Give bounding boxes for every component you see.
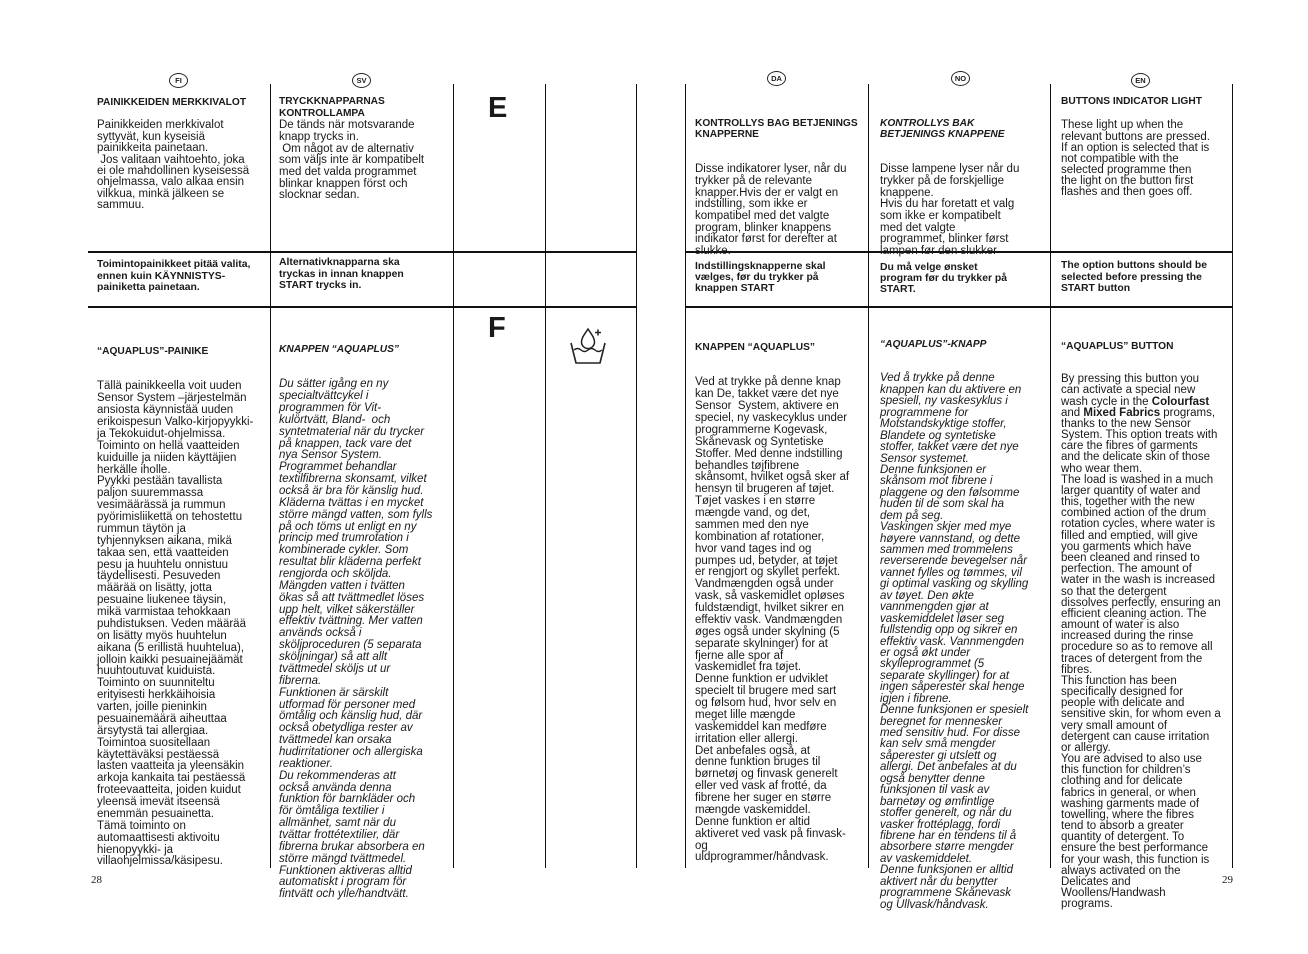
fi-aquaplus-text: Tällä painikkeella voit uuden Sensor System –järjestelmän ansiosta käynnistää uuden erikoispesun Valko-kirjopyykki- ja Tekokuidut-ohjelmissa. Toiminto on hellä vaatteiden kuiduille ja niiden käyttäjien herkälle iholle. Pyykki pestään tavallista paljon suuremmassa vesimäärässä ja rummun pyörimisliikettä on tehostettu rummun täytön ja tyhjennyksen aikana, mikä takaa sen, että vaatteiden pesu ja huuhtelu onnistuu täydellisesti. Pesuveden määrää on lisätty, jotta pesuaine liukenee täysin, mikä varmistaa tehokkaan puhdistuksen. Veden määrää on lisätty myös huuhtelun aikana (5 erillistä huuhtelua), jolloin kaikki pesuainejäämät huuhtoutuvat kuiduista. Toiminto on suunniteltu erityisesti herkkäihoisia varten, joille pieninkin pesuainemäärä aiheuttaa ärsytystä tai allergiaa. Toimintoa suositellaan käytettäväksi pestäessä lasten vaatteita ja yleensäkin arkoja kankaita tai pestäessä froteevaatteita, joiden kuidut yleensä imevät itseensä enemmän pesuainetta. Tämä toiminto on automaattisesti aktivoitu hienopyykki- ja villaohjelmissa/käsipesu. — [97, 380, 254, 868]
en-option-buttons-note: The option buttons should be selected before pressing the START button — [1061, 260, 1208, 295]
fi-aquaplus-section — [97, 322, 253, 892]
no-indicator-lights-text: Disse lampene lyser når du trykker på de forskjellige knappene. Hvis du har foretatt et valg som ikke er kompatibelt med det valgte programmet, blinker først lampen før den slukker — [880, 163, 1020, 257]
section-label-f: F — [488, 312, 506, 344]
fi-aquaplus-heading: “AQUAPLUS”-PAINIKE — [97, 345, 209, 357]
basin-outline — [571, 343, 605, 363]
fi-indicator-lights-heading: PAINIKKEIDEN MERKKIVALOT — [97, 96, 247, 108]
language-badge-da: DA — [767, 71, 786, 86]
language-badge-fi: FI — [169, 73, 188, 88]
column-divider — [270, 84, 271, 868]
column-divider — [453, 84, 454, 868]
row-divider — [88, 251, 637, 253]
fi-indicator-lights-text: Painikkeiden merkkivalot syttyvät, kun kyseisiä painikkeita painetaan. Jos valitaan vaihtoehto, joka ei ole mahdollinen kyseisessä ohjelmassa, valo alkaa ensin vilkkua, minkä jälkeen se sammuu. — [97, 119, 250, 212]
column-divider — [636, 84, 637, 868]
aquaplus-basin-icon — [568, 326, 608, 366]
sv-option-buttons-note: Alternativknapparna ska tryckas in innan knappen START trycks in. — [279, 257, 404, 292]
column-divider — [545, 84, 546, 868]
da-aquaplus-section — [695, 318, 849, 888]
plus-sign — [595, 330, 601, 336]
column-divider — [1232, 84, 1233, 868]
column-divider — [1050, 84, 1051, 868]
row-divider — [685, 306, 1233, 308]
no-indicator-lights-section — [880, 94, 1019, 281]
sv-aquaplus-text: Du sätter igång en ny specialtvättcykel i programmen för Vit- kulörtvätt, Bland- och syntetmaterial när du trycker på knappen, tack vare det nya Sensor System. Programmet behandlar textilfibrerna skonsamt, vilket också är bra för känslig hud. Kläderna tvättas i en mycket större mängd vatten, som fylls på och töms ut enligt en ny princip med trumrotation i kombinerade cykler. Som resultat blir kläderna perfekt rengjorda och sköljda. Mängden vatten i tvätten ökas så att tvättmedlet löses upp helt, vilket säkerställer effektiv tvättning. Mer vatten används också i sköljproceduren (5 separata sköljningar) så att allt tvättmedel sköljs ut ur fibrerna. Funktionen är särskilt utformad för personer med ömtålig och känslig hud, där också obetydliga rester av tvättmedel kan orsaka hudirritationer och allergiska reaktioner. Du rekommenderas att också använda denna funktion för barnkläder och för ömtåliga textilier i allmänhet, samt när du tvättar frottétextilier, där fibrerna brukar absorbera en större mängd tvättmedel. Funktionen aktiveras alltid automatiskt i program för fintvätt och ylle/handtvätt. — [279, 378, 433, 901]
section-label-e: E — [488, 92, 508, 124]
da-indicator-lights-section — [695, 94, 858, 281]
page-number: 29 — [1222, 874, 1233, 886]
no-aquaplus-section — [880, 316, 1028, 934]
fi-option-buttons-note: Toimintopainikkeet pitää valita, ennen kuin KÄYNNISTYS- painiketta painetaan. — [97, 259, 251, 294]
en-aquaplus-text-part: By pressing this button you can activate a special new wash cycle in the — [1061, 373, 1200, 408]
no-indicator-lights-heading: KONTROLLYS BAK BETJENINGS KNAPPENE — [880, 117, 1005, 141]
no-aquaplus-text: Ved å trykke på denne knappen kan du aktivere en spesiell, ny vaskesyklus i programmene for Motstandskyktige stoffer, Blandete og syntetiske stoffer, takket være det nye Sensor systemet. Denne funksjonen er skånsom mot fibrene i plaggene og den følsomme huden til de som skal ha dem på seg. Vaskingen skjer med mye høyere vannstand, og dette sammen med trommelens reverserende bevegelser når vannet fylles og tømmes, vil gi optimal vasking og skylling av tøyet. Den økte vannmengden gjør at vaskemiddelet løser seg fullstendig opp og sikrer en effektiv vask. Vannmengden er også økt under skylleprogrammet (5 separate skyllinger) for at ingen såperester skal henge igjen i fibrene. Denne funksjonen er spesielt beregnet for mennesker med sensitiv hud. For disse kan selv små mengder såperester gi utslett og allergi. Det anbefales at du også benytter denne funksjonen til vask av barnetøy og ømfintlige stoffer generelt, og når du vasker frottéplagg, fordi fibrene har en tendens til å absorbere større mengder av vaskemiddelet. Denne funksjonen er alltid aktivert når du benytter programmene Skånevask og Ullvask/håndvask. — [880, 372, 1029, 911]
sv-aquaplus-heading: KNAPPEN “AQUAPLUS” — [279, 343, 399, 355]
sv-indicator-lights-heading: TRYCKKNAPPARNAS KONTROLLAMPA — [279, 96, 385, 119]
language-badge-no: NO — [951, 71, 970, 86]
en-colourfast-program-name: Colourfast — [1151, 395, 1210, 408]
language-badge-sv: SV — [352, 73, 371, 88]
da-indicator-lights-heading: KONTROLLYS BAG BETJENINGS KNAPPERNE — [695, 117, 858, 141]
column-divider — [868, 84, 869, 868]
da-option-buttons-note: Indstillingsknapperne skal vælges, før du trykker på knappen START — [695, 260, 826, 294]
sv-indicator-lights-text: De tänds när motsvarande knapp trycks in. Om något av de alternativ som väljs inte är kompatibelt med det valda programmet blinkar knappen först och slocknar sedan. — [279, 119, 425, 202]
da-indicator-lights-text: Disse indikatorer lyser, når du trykker på de relevante knapper.Hvis der er valgt en indstilling, som ikke er kompatibel med det valgte program, blinker knappens indikator først for derefter at slukke. — [695, 163, 847, 257]
en-aquaplus-text-part: programs, thanks to the new Sensor System. This option treats with care the fibres of garments and the delicate skin of those who wear them. The load is washed in a much larger quantity of water and this, together with the new combined action of the drum rotation cycles, where water is filled and emptied, will give you garments which have been cleaned and rinsed to perfection. The amount of water in the wash is increased so that the detergent dissolves perfectly, ensuring an efficient cleaning action. The amount of water is also increased during the rinse procedure so as to remove all traces of detergent from the fibres. This function has been specifically designed for people with delicate and sensitive skin, for whom even a very small amount of detergent can cause irritation or allergy. You are advised to also use this function for children’s clothing and for delicate fabrics in general, or when washing garments made of towelling, where the fibres tend to absorb a greater quantity of detergent. To ensure the best performance for your wash, this function is always activated on the Delicates and Woollens/Handwash programs. — [1061, 406, 1221, 911]
en-aquaplus-section — [1061, 318, 1221, 932]
da-aquaplus-heading: KNAPPEN “AQUAPLUS” — [695, 341, 815, 353]
en-mixed-fabrics-program-name: Mixed Fabrics — [1083, 406, 1161, 419]
da-aquaplus-text: Ved at trykke på denne knap kan De, takket være det nye Sensor System, aktivere en speciel, ny vaskecyklus under programmerne Kogevask, Skånevask og Syntetiske Stoffer. Med denne indstilling behandles tøjfibrene skånsomt, hvilket også sker af hensyn til brugeren af tøjet. Tøjet vaskes i en større mængde vand, og det, sammen med den nye kombination af rotationer, hvor vand tages ind og pumpes ud, betyder, at tøjet er rengjort og skyllet perfekt. Vandmængden også under vask, så vaskemidlet opløses fuldstændigt, hvilket sikrer en effektiv vask. Vandmængden øges også under skylning (5 separate skylninger) for at fjerne alle spor af vaskemidlet fra tøjet. Denne funktion er udviklet specielt til brugere med sart og følsom hud, hvor selv en meget lille mængde vaskemiddel kan medføre irritation eller allergi. Det anbefales også, at denne funktion bruges til børnetøj og finvask generelt eller ved vask af frotté, da fibrene her suger en større mængde vaskemiddel. Denne funktion er altid aktiveret ved vask på finvask- og uldprogrammer/håndvask. — [695, 376, 850, 864]
sv-aquaplus-section — [279, 320, 432, 925]
en-indicator-lights-text: These light up when the relevant buttons are pressed. If an option is selected that is not compatible with the selected programme then the light on the button first flashes and then goes off. — [1061, 119, 1210, 199]
water-drop — [582, 329, 595, 349]
no-aquaplus-heading: “AQUAPLUS”-KNAPP — [880, 339, 987, 351]
row-divider — [88, 306, 637, 308]
page-number: 28 — [91, 874, 102, 886]
language-badge-en: EN — [1131, 73, 1150, 88]
en-aquaplus-text — [1061, 374, 1221, 910]
no-option-buttons-note: Du må velge ønsket program før du trykker på START. — [880, 261, 1008, 295]
en-indicator-lights-heading: BUTTONS INDICATOR LIGHT — [1061, 96, 1202, 108]
column-divider — [685, 84, 686, 868]
en-aquaplus-text-part: and — [1061, 406, 1081, 419]
en-aquaplus-heading: “AQUAPLUS” BUTTON — [1061, 340, 1174, 352]
